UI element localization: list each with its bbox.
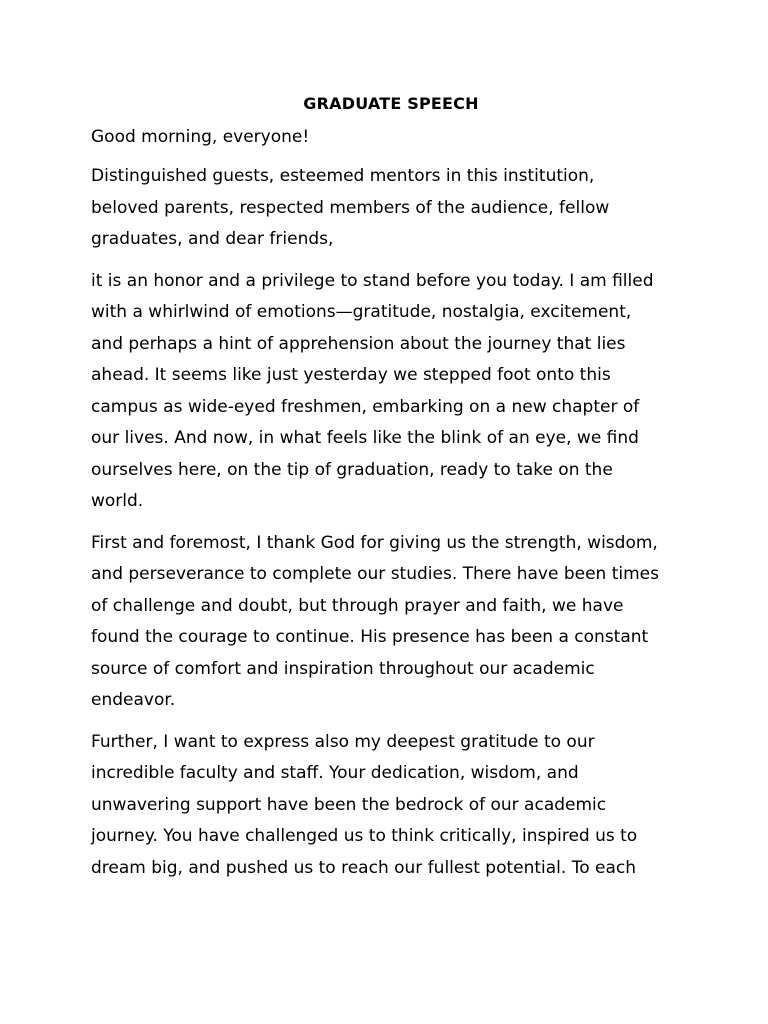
greeting-line: Good morning, everyone! <box>91 127 310 147</box>
document-title: GRADUATE SPEECH <box>303 94 479 113</box>
paragraph-gratitude-god: First and foremost, I thank God for giving us the strength, wisdom, and perseverance to complete our studies. There have been times of challenge and doubt, but through prayer and faith, we have found the courage to continue. His presence has been a constant source of comfort and inspiration throughout our academic endeavor. <box>91 532 659 710</box>
paragraph-honor: it is an honor and a privilege to stand before you today. I am filled with a whirlwind of emotions—gratitude, nostalgia, excitement, and perhaps a hint of apprehension about the journey that lies ahead. It seems like just yesterday we stepped foot onto this campus as wide-eyed freshmen, embarking on a new chapter of our lives. And now, in what feels like the blink of an eye, we find ourselves here, on the tip of graduation, ready to take on the world. <box>91 270 654 511</box>
paragraph-gratitude-faculty: Further, I want to express also my deepest gratitude to our incredible faculty and staff. Your dedication, wisdom, and unwavering support have been the bedrock of our academic journey. You have challenged us to think critically, inspired us to dream big, and pushed us to reach our fullest potential. To each <box>91 731 638 878</box>
speech-body <box>91 92 691 894</box>
paragraph-salutation: Distinguished guests, esteemed mentors in this institution, beloved parents, respected members of the audience, fellow graduates, and dear friends, <box>91 166 610 249</box>
